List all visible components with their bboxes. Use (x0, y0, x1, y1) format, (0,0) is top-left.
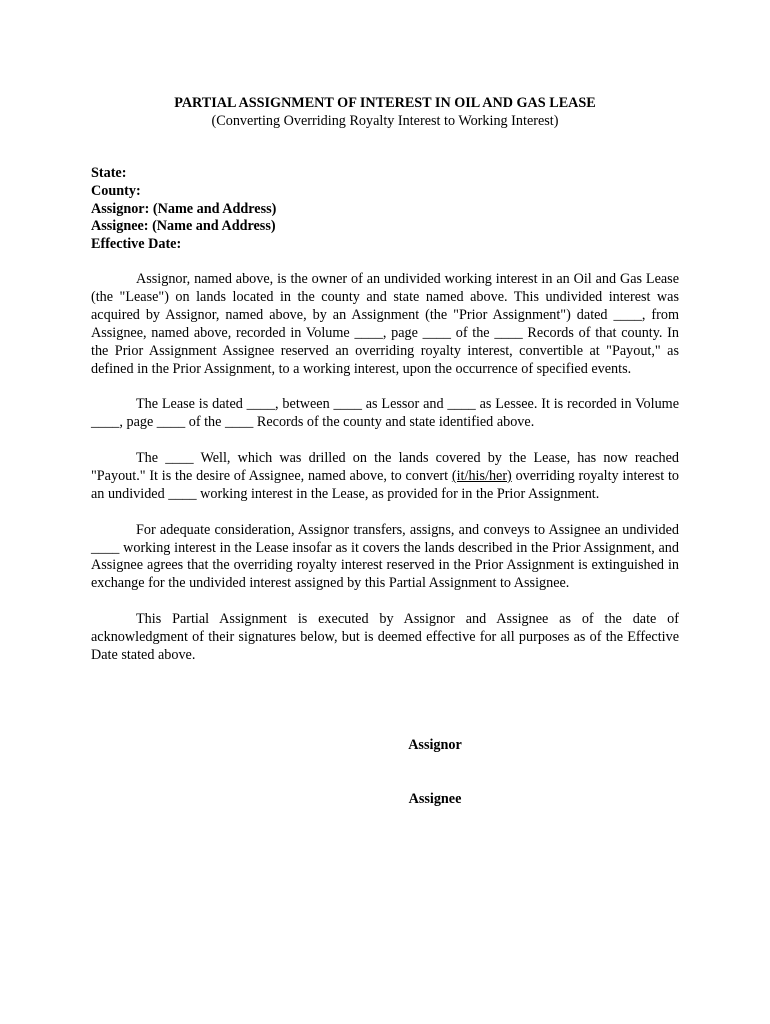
pronoun-choice: (it/his/her) (451, 467, 512, 484)
header-fields (91, 165, 681, 254)
paragraph-lease: The Lease is dated ____, between ____ as Lessor and ____ as Lessee. It is recorded in Volume ____, page ____ of the ____ Records of the county and state identified above. (91, 396, 679, 431)
paragraph-consideration: For adequate consideration, Assignor transfers, assigns, and conveys to Assignee an undivided ____ working interest in the Lease insofar as it covers the lands described in the Prior Assignment, and Assignee agrees that the overriding royalty interest reserved in the Prior Assignment is extinguished in exchange for the undivided interest assigned by this Partial Assignment to Assignee. (91, 521, 679, 592)
paragraph-execution: This Partial Assignment is executed by Assignor and Assignee as of the date of acknowledgment of their signatures below, but is deemed effective for all purposes as of the Effective Date stated above. (91, 611, 679, 663)
paragraph-ownership: Assignor, named above, is the owner of an undivided working interest in an Oil and Gas Lease (the "Lease") on lands located in the county and state named above. This undivided interest was acquired by Assignor, named above, by an Assignment (the "Prior Assignment") dated ____, from Assignee, named above, recorded in Volume ____, page ____ of the ____ Records of that county. In the Prior Assignment Assignee reserved an overriding royalty interest, convertible at "Payout," as defined in the Prior Assignment, to a working interest, upon the occurrence of specified events. (91, 271, 679, 377)
paragraph-payout-end: overriding royalty interest to an undivided ____ working interest in the Lease, as provided for in the Prior Assignment. (91, 467, 679, 502)
paragraph-payout (91, 450, 679, 504)
paragraph-payout-start: The ____ Well, which was drilled on the lands covered by the Lease, has now reached "Payout." It is the desire of Assignee, named above, to convert (91, 450, 679, 484)
document-body (91, 271, 679, 683)
assignor-field-label: Assignor: (Name and Address) (91, 200, 277, 217)
county-field-label: County: (91, 182, 141, 199)
assignee-signature-label: Assignee (408, 791, 462, 807)
document-title: PARTIAL ASSIGNMENT OF INTEREST IN OIL AND GAS LEASE (174, 95, 596, 111)
effective-date-field-label: Effective Date: (91, 236, 182, 253)
assignee-field-label: Assignee: (Name and Address) (91, 218, 276, 235)
document-subtitle: (Converting Overriding Royalty Interest to Working Interest) (211, 113, 559, 129)
state-field-label: State: (91, 165, 127, 181)
assignor-signature-label: Assignor (408, 737, 462, 753)
